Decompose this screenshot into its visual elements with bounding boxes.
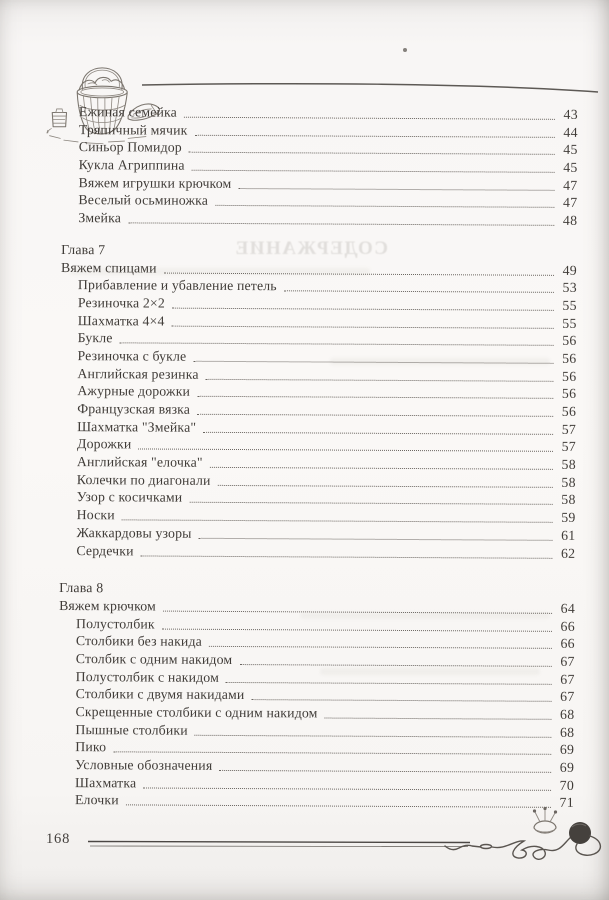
- toc-entry: [59, 524, 575, 545]
- toc-entry: [60, 418, 576, 439]
- toc-entry-page: 68: [560, 706, 575, 722]
- dot-leader: [239, 651, 552, 667]
- toc-entry-title: Ежиная семейка: [78, 104, 178, 120]
- dot-leader: [113, 739, 551, 756]
- toc-entry-title: Колечки по диагонали: [76, 471, 211, 488]
- toc-entry-title: Пико: [75, 739, 107, 755]
- toc-entry-title: Столбики без накида: [75, 633, 202, 650]
- ghost-title-showthrough: СОДЕРЖАНИЕ: [234, 238, 388, 259]
- toc-entry-page: 69: [559, 742, 575, 758]
- toc-entry-page: 59: [561, 510, 576, 526]
- toc-entry-page: 58: [561, 474, 576, 490]
- toc-entry-page: 56: [561, 403, 577, 419]
- toc-entry-title: Вяжем крючком: [59, 597, 156, 614]
- toc-entry-title: Прибавление и убавление петель: [77, 277, 277, 294]
- dot-leader: [184, 104, 555, 120]
- toc-entry-page: 56: [562, 333, 577, 349]
- toc-entry-title: Полустолбик с накидом: [75, 668, 220, 685]
- toc-entry-page: 49: [562, 262, 578, 278]
- toc-entry-title: Полустолбик: [75, 615, 155, 632]
- dot-leader: [141, 542, 553, 558]
- dot-leader: [189, 489, 552, 505]
- toc-section: [59, 241, 577, 562]
- toc-entry-title: Столбики с двумя накидами: [75, 686, 245, 703]
- toc-entry-page: 57: [561, 439, 577, 455]
- toc-entry-title: Английская резинка: [77, 365, 199, 382]
- toc-entry-title: Резиночка с букле: [77, 348, 187, 364]
- toc-entry-title: Кукла Агриппина: [78, 157, 185, 173]
- toc-entry-page: 57: [561, 421, 577, 437]
- toc-entry-title: Букле: [77, 330, 113, 346]
- toc-entry-title: Столбик с одним накидом: [75, 651, 233, 667]
- toc-entry-title: Резиночка 2×2: [77, 294, 165, 311]
- toc-entry-page: 64: [560, 600, 576, 616]
- toc-entry-page: 58: [561, 456, 576, 473]
- toc-section: [61, 103, 578, 230]
- toc-entry-page: 56: [562, 350, 577, 366]
- dot-leader: [192, 157, 555, 173]
- dot-leader: [197, 401, 553, 417]
- toc-entry-title: Ажурные дорожки: [77, 383, 191, 400]
- toc-entry-title: Условные обозначения: [75, 757, 213, 773]
- toc-entry-page: 69: [559, 759, 575, 776]
- dot-leader: [215, 192, 554, 208]
- needle-thread-yarn-illustration: [444, 806, 606, 876]
- toc-entry-page: 67: [560, 653, 575, 669]
- toc-entry-title: Тряпичный мячик: [78, 121, 188, 138]
- toc-entry-title: Веселый осьминожка: [78, 192, 209, 209]
- dot-leader: [226, 669, 552, 685]
- toc-entry: [59, 541, 575, 562]
- toc-entry-title: Вяжем игрушки крючком: [78, 174, 232, 191]
- dot-leader: [251, 686, 551, 702]
- header-rule: [140, 78, 602, 98]
- toc-entry-page: 71: [559, 795, 575, 811]
- toc-section: [58, 579, 575, 812]
- dot-leader: [284, 277, 554, 293]
- dot-leader: [162, 615, 552, 631]
- dot-leader: [122, 506, 553, 522]
- dot-leader: [128, 210, 554, 226]
- toc-entry-page: 56: [561, 368, 577, 384]
- toc-entry-page: 45: [563, 159, 578, 176]
- toc-entry-page: 48: [562, 213, 578, 229]
- dot-leader: [209, 633, 552, 649]
- dot-leader: [238, 175, 554, 191]
- toc-entry-title: Жаккардовы узоры: [76, 524, 192, 541]
- dot-leader: [164, 259, 554, 275]
- toc-entry-page: 45: [563, 142, 578, 158]
- toc-entry-page: 67: [560, 689, 575, 705]
- footer-rule: [86, 838, 472, 850]
- toc-entry: [61, 209, 577, 230]
- chapter-heading: Глава 8: [59, 580, 104, 596]
- dot-leader: [325, 705, 552, 720]
- toc-entry-title: Пышные столбики: [75, 721, 188, 738]
- toc-entry-page: 58: [561, 492, 576, 508]
- toc-entry-page: 44: [563, 124, 578, 140]
- toc-entry-page: 55: [562, 315, 577, 331]
- toc-entry-title: Шахматка 4×4: [77, 312, 165, 329]
- dot-leader: [199, 525, 553, 541]
- toc-entry-page: 66: [560, 618, 576, 634]
- toc: [58, 103, 578, 812]
- dot-leader: [143, 774, 551, 790]
- toc-entry-title: Английская "елочка": [76, 454, 203, 470]
- dot-leader: [193, 348, 553, 364]
- toc-entry-title: Вяжем спицами: [61, 259, 157, 276]
- dot-leader: [172, 312, 554, 328]
- toc-entry-title: Шахматка: [75, 774, 137, 791]
- dot-leader: [163, 597, 552, 613]
- toc-entry-title: Дорожки: [76, 436, 132, 452]
- dot-leader: [210, 454, 553, 470]
- dot-leader: [203, 419, 553, 435]
- toc-entry-title: Сердечки: [76, 542, 134, 558]
- dot-leader: [138, 436, 553, 452]
- dot-leader: [120, 330, 554, 346]
- dot-leader: [197, 383, 553, 399]
- toc-entry-page: 66: [560, 636, 575, 652]
- chapter-heading: Глава 7: [61, 241, 106, 258]
- toc-entry-title: Узор с косичками: [76, 489, 183, 506]
- dot-leader: [218, 472, 553, 488]
- dot-leader: [206, 365, 554, 381]
- toc-entry-title: Синьор Помидор: [78, 139, 182, 156]
- toc-entry-page: 47: [562, 195, 578, 211]
- dot-leader: [172, 295, 554, 311]
- ink-speck: [403, 48, 407, 52]
- toc-entry-title: Французская вязка: [77, 401, 191, 417]
- toc-entry-title: Елочки: [74, 792, 119, 808]
- toc-entry-title: Скрещенные столбики с одним накидом: [75, 704, 318, 721]
- toc-entry-page: 62: [560, 545, 576, 561]
- dot-leader: [219, 757, 551, 773]
- toc-entry-page: 43: [563, 106, 578, 122]
- toc-entry-page: 67: [560, 671, 575, 687]
- dot-leader: [189, 139, 555, 155]
- toc-entry-title: Носки: [76, 507, 115, 523]
- toc-entry-page: 56: [561, 386, 577, 402]
- dot-leader: [195, 721, 552, 737]
- toc-entry-title: Змейка: [78, 210, 122, 226]
- toc-entry-page: 61: [561, 527, 576, 543]
- toc-entry-page: 53: [562, 280, 577, 296]
- toc-entry-title: Шахматка "Змейка": [77, 418, 197, 435]
- toc-entry-page: 47: [563, 177, 578, 193]
- dot-leader: [195, 121, 555, 137]
- page-number: 168: [46, 831, 71, 847]
- toc-entry-page: 70: [559, 777, 575, 793]
- toc-entry-page: 68: [559, 724, 575, 740]
- toc-entry-page: 55: [562, 297, 577, 313]
